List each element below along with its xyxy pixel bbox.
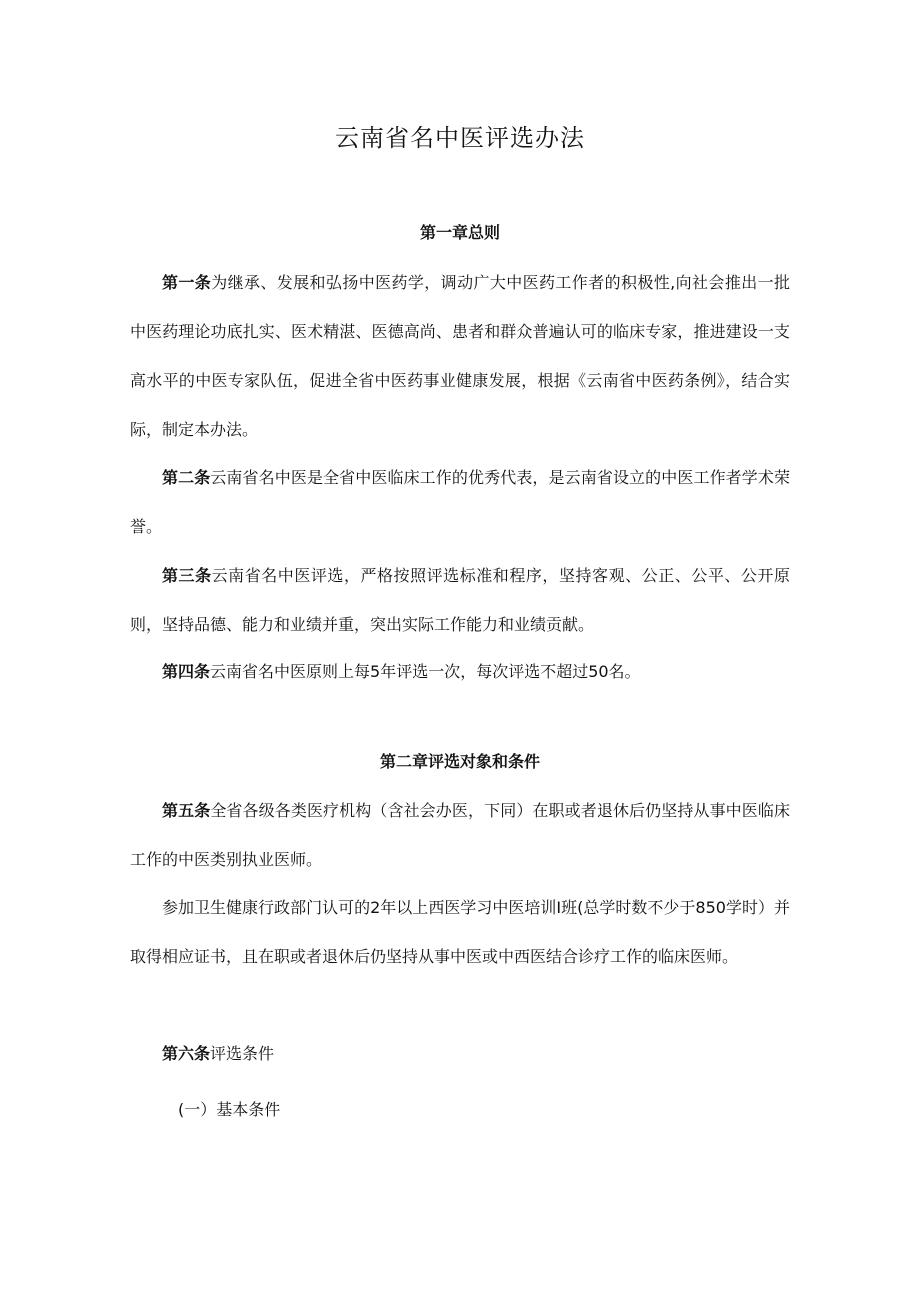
article-1 <box>130 258 790 454</box>
document-title: 云南省名中医评选办法 <box>335 124 585 152</box>
article-label: 第六条 <box>162 1044 211 1063</box>
article-label: 第四条 <box>162 662 211 681</box>
article-text: 云南省名中医评选，严格按照评选标准和程序，坚持客观、公正、公平、公开原则，坚持品德、能力和业绩并重，突出实际工作能力和业绩贡献。 <box>130 566 790 634</box>
chapter-heading-1: 第一章总则 <box>419 223 500 242</box>
article-label: 第五条 <box>162 801 211 820</box>
article-2 <box>130 453 790 551</box>
subsection-basic-conditions: (一）基本条件 <box>178 1100 281 1119</box>
article-6 <box>130 1029 790 1078</box>
article-3 <box>130 551 790 649</box>
article-text: 为继承、发展和弘扬中医药学，调动广大中医药工作者的积极性,向社会推出一批中医药理论功底扎实、医术精湛、医德高尚、患者和群众普遍认可的临床专家，推进建设一支高水平的中医专家队伍，促进全省中医药事业健康发展，根据《云南省中医药条例》，结合实际，制定本办法。 <box>130 273 790 439</box>
chapter-heading-2: 第二章评选对象和条件 <box>379 752 540 771</box>
article-5-extra: 参加卫生健康行政部门认可的2年以上西医学习中医培训Ⅰ班(总学时数不少于850学时）并取得相应证书，且在职或者退休后仍坚持从事中医或中西医结合诊疗工作的临床医师。 <box>130 898 790 966</box>
article-text: 评选条件 <box>210 1044 275 1063</box>
article-4 <box>130 647 790 696</box>
article-label: 第一条 <box>162 273 212 292</box>
article-text: 云南省名中医是全省中医临床工作的优秀代表，是云南省设立的中医工作者学术荣誉。 <box>130 468 790 536</box>
article-5 <box>130 786 790 884</box>
article-label: 第三条 <box>162 566 212 585</box>
article-label: 第二条 <box>162 468 211 487</box>
article-text: 云南省名中医原则上每5年评选一次，每次评选不超过50名。 <box>210 662 641 681</box>
article-text: 全省各级各类医疗机构（含社会办医，下同）在职或者退休后仍坚持从事中医临床工作的中医类别执业医师。 <box>130 801 790 869</box>
